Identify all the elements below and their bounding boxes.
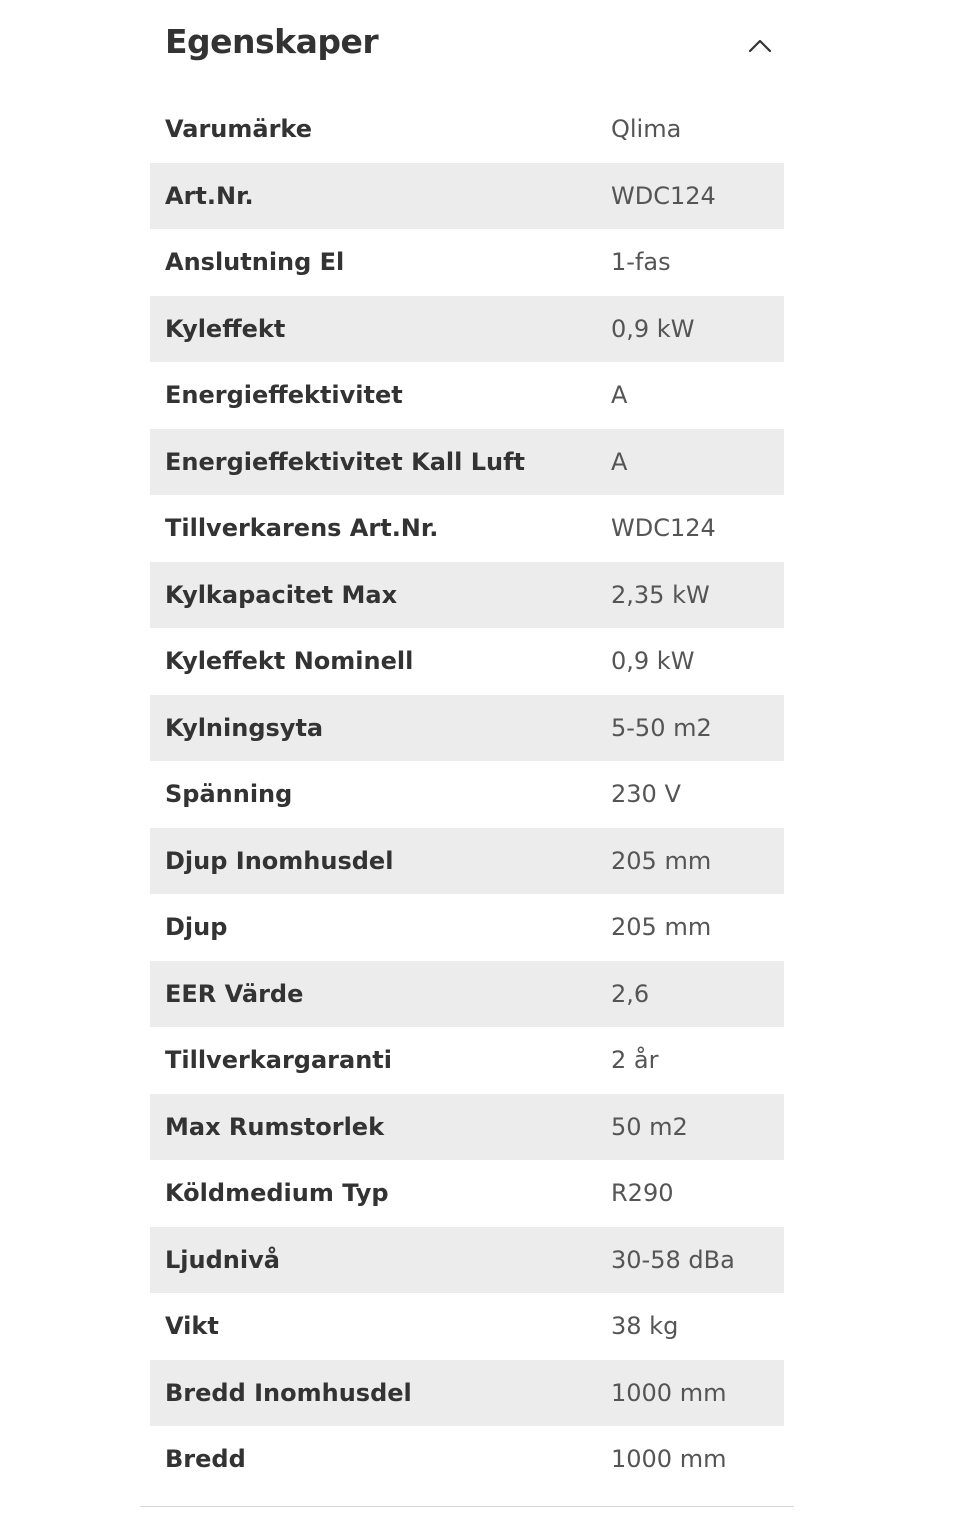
property-value: WDC124 <box>611 181 716 210</box>
property-label: Energieffektivitet Kall Luft <box>165 447 525 476</box>
section-header[interactable] <box>150 0 784 96</box>
property-value: 0,9 kW <box>611 647 695 676</box>
property-row <box>150 761 784 828</box>
property-row <box>150 1094 784 1161</box>
property-value: 30-58 dBa <box>611 1245 735 1274</box>
property-label: Bredd Inomhusdel <box>165 1378 412 1407</box>
property-row <box>150 163 784 230</box>
property-row <box>150 96 784 163</box>
property-row <box>150 628 784 695</box>
section-title: Egenskaper <box>165 22 379 61</box>
property-value: A <box>611 447 628 476</box>
section-divider <box>140 1506 794 1507</box>
property-label: Kylningsyta <box>165 713 324 742</box>
property-label: Köldmedium Typ <box>165 1179 389 1208</box>
property-value: 2 år <box>611 1046 659 1075</box>
property-row <box>150 1227 784 1294</box>
property-row <box>150 1293 784 1360</box>
property-row <box>150 1426 784 1493</box>
property-row <box>150 362 784 429</box>
property-label: Vikt <box>165 1312 219 1341</box>
property-value: 38 kg <box>611 1312 679 1341</box>
property-label: Kylkapacitet Max <box>165 580 398 609</box>
property-row <box>150 894 784 961</box>
property-label: Energieffektivitet <box>165 381 403 410</box>
property-value: 1000 mm <box>611 1378 727 1407</box>
property-label: Max Rumstorlek <box>165 1112 385 1141</box>
property-value: 1000 mm <box>611 1445 727 1474</box>
property-label: EER Värde <box>165 979 304 1008</box>
property-value: 205 mm <box>611 846 712 875</box>
property-row <box>150 562 784 629</box>
property-value: WDC124 <box>611 514 716 543</box>
property-row <box>150 1360 784 1427</box>
property-row <box>150 495 784 562</box>
properties-table <box>150 96 784 1493</box>
chevron-up-icon[interactable] <box>746 32 774 60</box>
property-value: 2,6 <box>611 979 650 1008</box>
property-value: 0,9 kW <box>611 314 695 343</box>
property-value: 1-fas <box>611 248 671 277</box>
properties-panel <box>150 0 784 1474</box>
property-value: R290 <box>611 1179 674 1208</box>
property-label: Kyleffekt Nominell <box>165 647 414 676</box>
property-row <box>150 429 784 496</box>
property-row <box>150 1027 784 1094</box>
property-value: 205 mm <box>611 913 712 942</box>
property-row <box>150 1160 784 1227</box>
property-label: Djup <box>165 913 228 942</box>
property-label: Ljudnivå <box>165 1245 280 1274</box>
property-label: Tillverkargaranti <box>165 1046 392 1075</box>
property-label: Djup Inomhusdel <box>165 846 394 875</box>
property-label: Varumärke <box>165 115 313 144</box>
property-label: Anslutning El <box>165 248 345 277</box>
property-row <box>150 296 784 363</box>
property-value: Qlima <box>611 115 682 144</box>
property-row <box>150 961 784 1028</box>
property-label: Bredd <box>165 1445 246 1474</box>
property-value: 2,35 kW <box>611 580 710 609</box>
property-row <box>150 695 784 762</box>
property-label: Art.Nr. <box>165 181 254 210</box>
property-value: 50 m2 <box>611 1112 688 1141</box>
property-row <box>150 229 784 296</box>
property-label: Tillverkarens Art.Nr. <box>165 514 439 543</box>
property-value: 5-50 m2 <box>611 713 712 742</box>
property-value: A <box>611 381 628 410</box>
property-label: Spänning <box>165 780 293 809</box>
property-value: 230 V <box>611 780 681 809</box>
property-row <box>150 828 784 895</box>
property-label: Kyleffekt <box>165 314 286 343</box>
